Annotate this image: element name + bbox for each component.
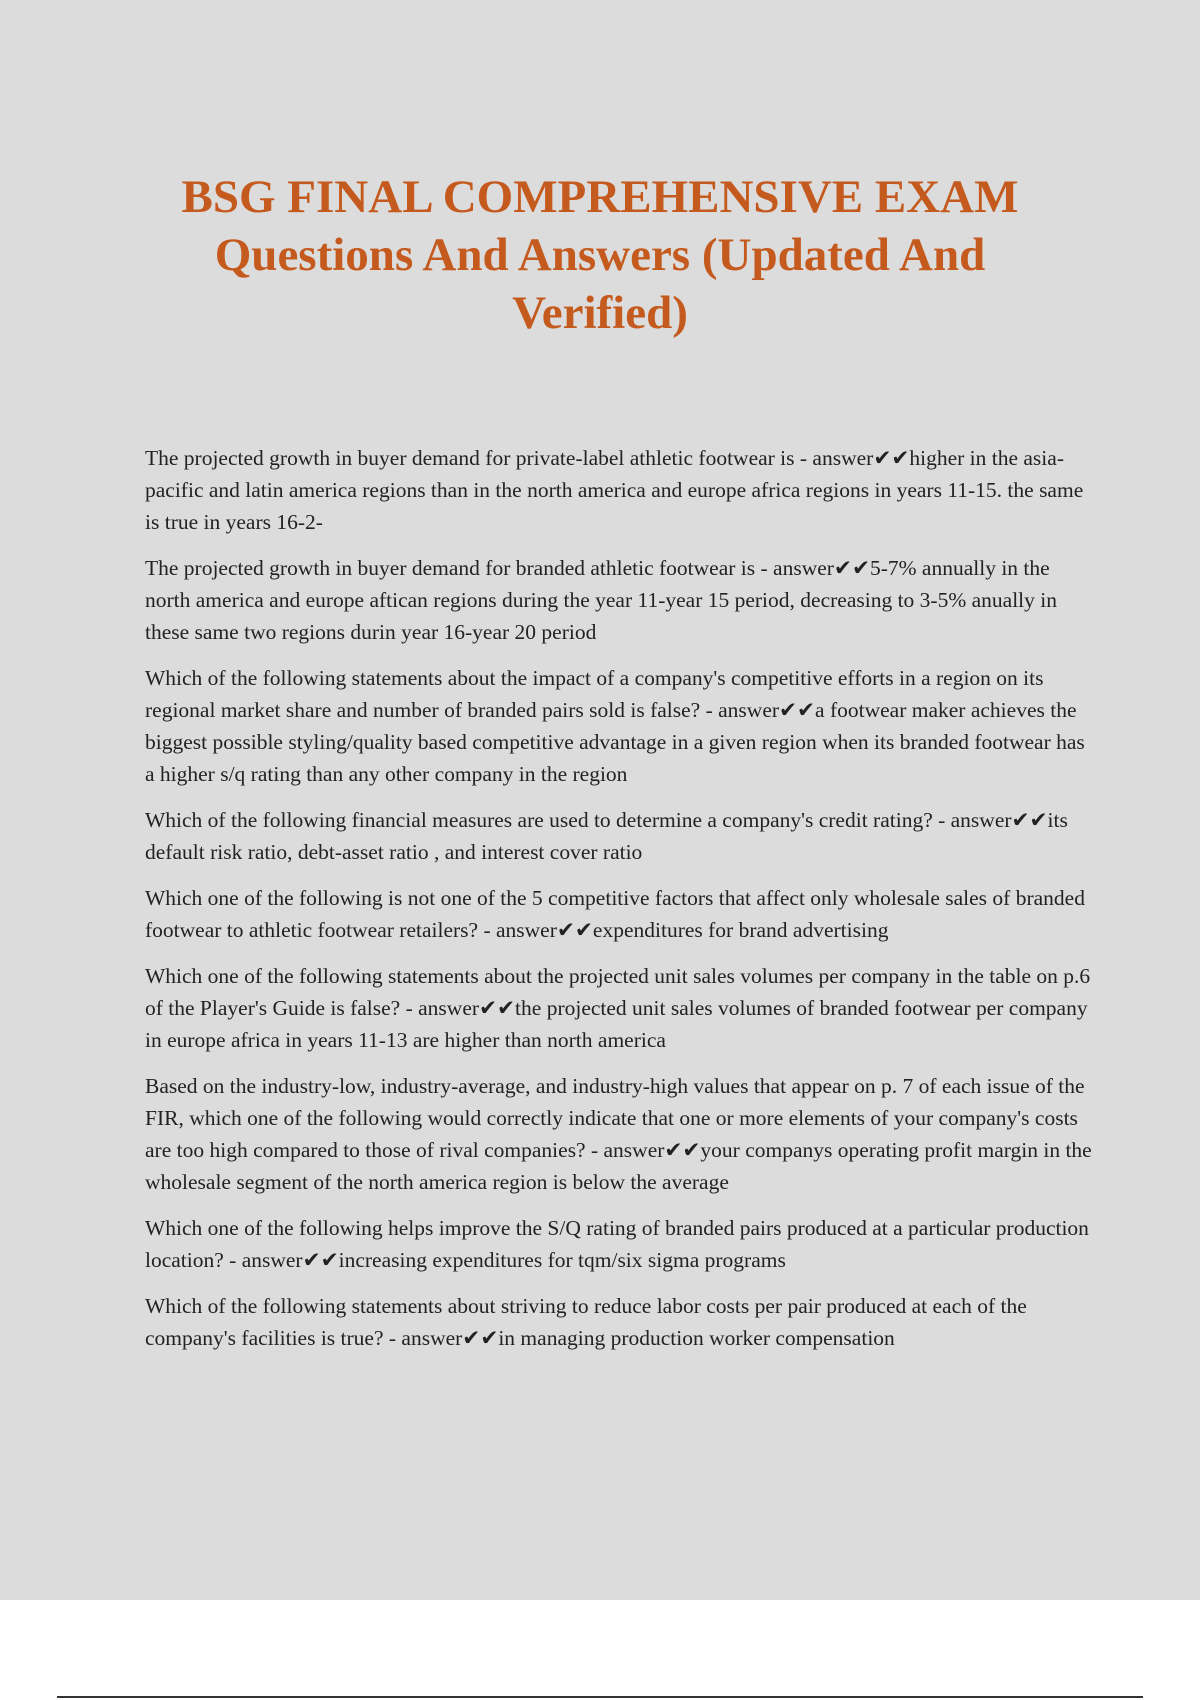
qa-item-4: Which of the following financial measures are used to determine a company's credit rating? - answer✔✔its default risk ratio, debt-asset ratio , and interest cover ratio <box>145 808 1068 864</box>
qa-item-5: Which one of the following is not one of the 5 competitive factors that affect only wholesale sales of branded footwear to athletic footwear retailers? - answer✔✔expenditures for brand advertising <box>145 886 1085 942</box>
document-title <box>120 168 1080 342</box>
qa-item-8: Which one of the following helps improve the S/Q rating of branded pairs produced at a particular production location? - answer✔✔increasing expenditures for tqm/six sigma programs <box>145 1216 1089 1272</box>
question-answer-list <box>145 442 1095 1368</box>
title-line-3: Verified) <box>512 287 688 339</box>
qa-item-1: The projected growth in buyer demand for private-label athletic footwear is - answer✔✔higher in the asia-pacific and latin america regions than in the north america and europe africa regions in years 11-15. the same is true in years 16-2- <box>145 446 1084 534</box>
qa-item-3: Which of the following statements about the impact of a company's competitive efforts in a region on its regional market share and number of branded pairs sold is false? - answer✔✔a footwear maker achieves the biggest possible styling/quality based competitive advantage in a given region when its branded footwear has a higher s/q rating than any other company in the region <box>145 666 1085 786</box>
title-line-1: BSG FINAL COMPREHENSIVE EXAM <box>181 171 1019 223</box>
qa-item-2: The projected growth in buyer demand for branded athletic footwear is - answer✔✔5-7% annually in the north america and europe aftican regions during the year 11-year 15 period, decreasing to 3-5% anually in these same two regions durin year 16-year 20 period <box>145 556 1057 644</box>
title-line-2: Questions And Answers (Updated And <box>214 229 986 281</box>
qa-item-9: Which of the following statements about striving to reduce labor costs per pair produced at each of the company's facilities is true? - answer✔✔in managing production worker compensation <box>145 1294 1027 1350</box>
qa-item-7: Based on the industry-low, industry-average, and industry-high values that appear on p. 7 of each issue of the FIR, which one of the following would correctly indicate that one or more elements of your company's costs are too high compared to those of rival companies? - answer✔✔your companys operating profit margin in the wholesale segment of the north america region is below the average <box>145 1074 1092 1194</box>
page-divider-line <box>57 1696 1143 1698</box>
qa-item-6: Which one of the following statements about the projected unit sales volumes per company in the table on p.6 of the Player's Guide is false? - answer✔✔the projected unit sales volumes of branded footwear per company in europe africa in years 11-13 are higher than north america <box>145 964 1091 1052</box>
